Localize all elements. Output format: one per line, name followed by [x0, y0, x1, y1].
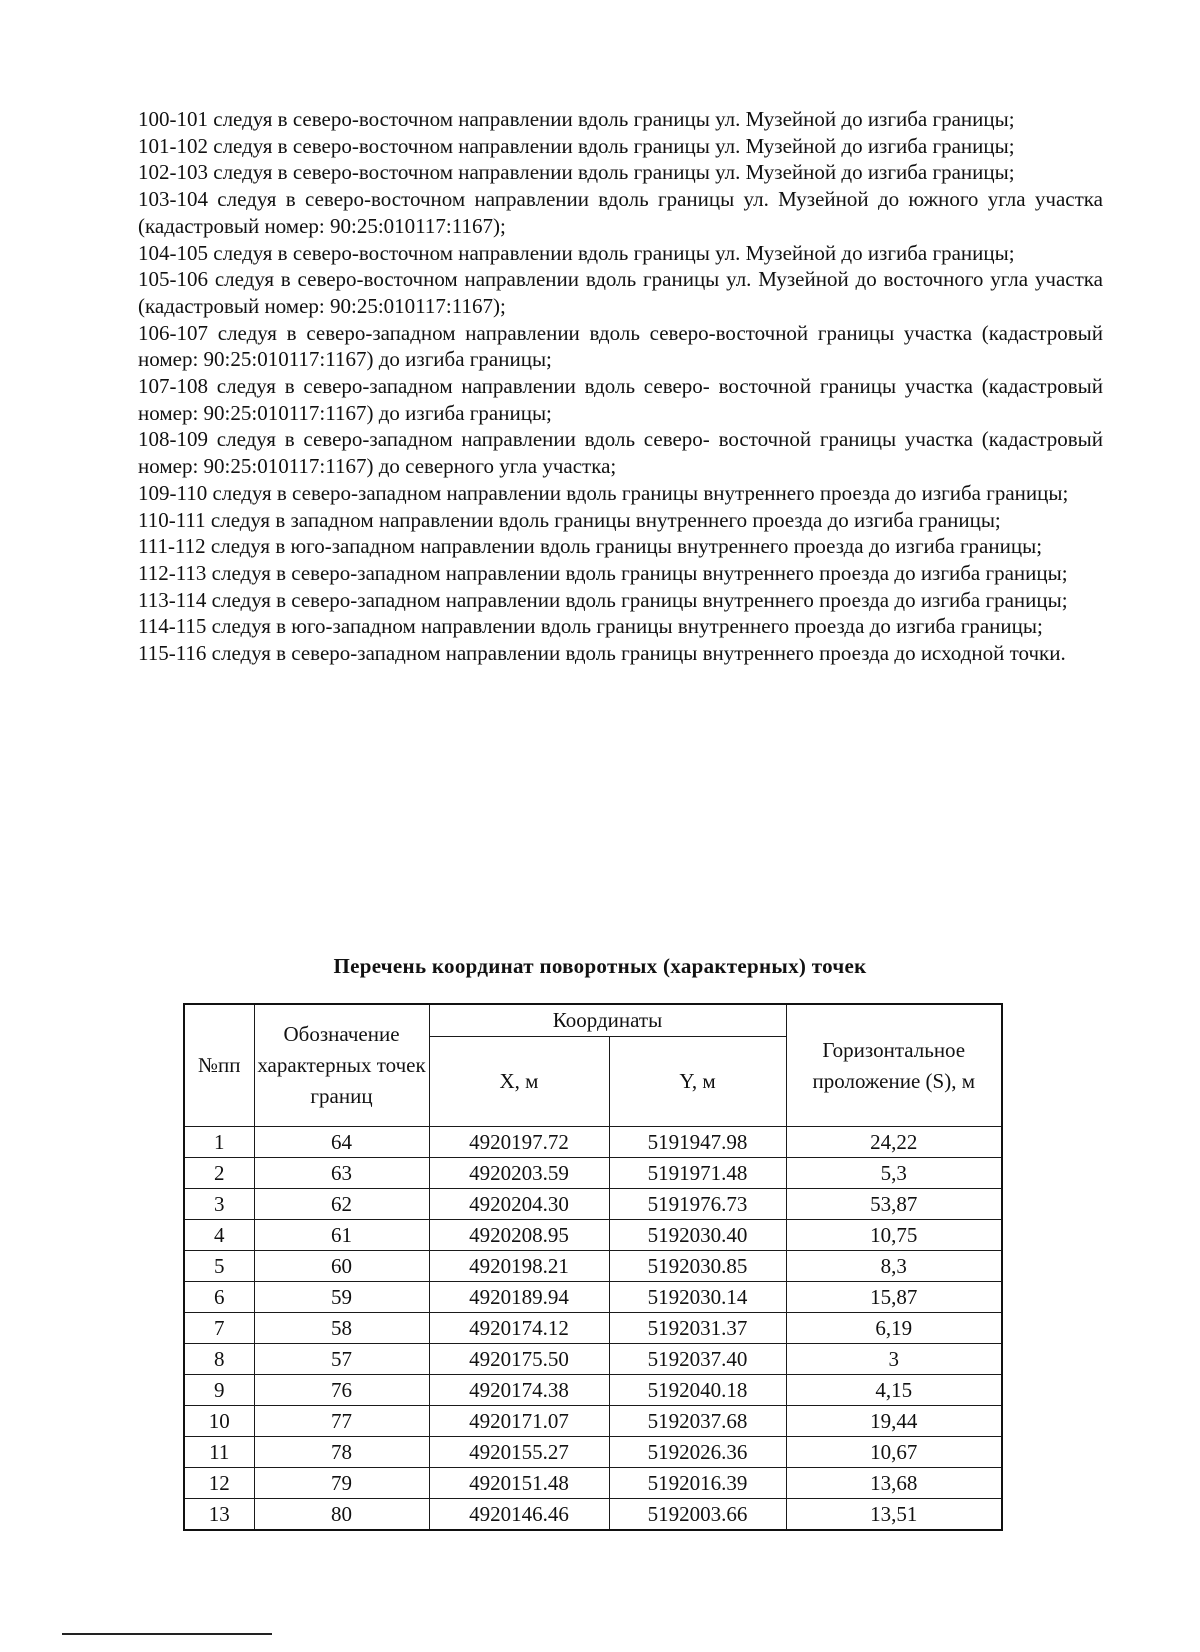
cell-x: 4920151.48	[429, 1468, 609, 1499]
paragraph-107-108: 107-108 следуя в северо-западном направлении вдоль северо- восточной границы участка (кадастровый номер: 90:25:010117:1167) до изгиба границы;	[138, 374, 1103, 425]
header-x: X, м	[429, 1037, 609, 1127]
cell-designation: 78	[254, 1437, 429, 1468]
cell-y: 5192016.39	[609, 1468, 786, 1499]
cell-num: 3	[184, 1189, 254, 1220]
table-row	[184, 1313, 1002, 1344]
cell-horizontal: 4,15	[786, 1375, 1002, 1406]
paragraph-106-107: 106-107 следуя в северо-западном направлении вдоль северо-восточной границы участка (кадастровый номер: 90:25:010117:1167) до изгиба границы;	[138, 320, 1103, 372]
cell-num: 5	[184, 1251, 254, 1282]
paragraph-104-105: 104-105 следуя в северо-восточном направлении вдоль границы ул. Музейной до изгиба границы;	[138, 240, 1015, 265]
table-row	[184, 1127, 1002, 1158]
cell-y: 5192037.40	[609, 1344, 786, 1375]
cell-designation: 58	[254, 1313, 429, 1344]
cell-y: 5191971.48	[609, 1158, 786, 1189]
table-row	[184, 1251, 1002, 1282]
table-heading: Перечень координат поворотных (характерных) точек	[333, 954, 867, 978]
cell-x: 4920198.21	[429, 1251, 609, 1282]
cell-y: 5192031.37	[609, 1313, 786, 1344]
table-row	[184, 1468, 1002, 1499]
table-body	[184, 1127, 1002, 1531]
cell-x: 4920189.94	[429, 1282, 609, 1313]
cell-horizontal: 15,87	[786, 1282, 1002, 1313]
cell-x: 4920204.30	[429, 1189, 609, 1220]
cell-num: 12	[184, 1468, 254, 1499]
cell-x: 4920174.38	[429, 1375, 609, 1406]
cell-designation: 61	[254, 1220, 429, 1251]
cell-x: 4920197.72	[429, 1127, 609, 1158]
cell-y: 5192030.40	[609, 1220, 786, 1251]
paragraph-100-101: 100-101 следуя в северо-восточном направлении вдоль границы ул. Музейной до изгиба границы;	[138, 107, 1015, 131]
cell-x: 4920208.95	[429, 1220, 609, 1251]
cell-designation: 79	[254, 1468, 429, 1499]
table-row	[184, 1189, 1002, 1220]
cell-num: 9	[184, 1375, 254, 1406]
table-row	[184, 1282, 1002, 1313]
cell-horizontal: 53,87	[786, 1189, 1002, 1220]
cell-num: 13	[184, 1499, 254, 1531]
paragraph-110-111: 110-111 следуя в западном направлении вдоль границы внутреннего проезда до изгиба границы;	[138, 507, 1001, 532]
cell-num: 8	[184, 1344, 254, 1375]
cell-designation: 60	[254, 1251, 429, 1282]
cell-y: 5192040.18	[609, 1375, 786, 1406]
table-row	[184, 1437, 1002, 1468]
cell-horizontal: 5,3	[786, 1158, 1002, 1189]
header-num: №пп	[184, 1004, 254, 1127]
cell-num: 2	[184, 1158, 254, 1189]
table-row	[184, 1158, 1002, 1189]
route-description	[138, 106, 1103, 667]
header-horizontal: Горизонтальное проложение (S), м	[786, 1004, 1002, 1127]
cell-designation: 64	[254, 1127, 429, 1158]
cell-y: 5192026.36	[609, 1437, 786, 1468]
cell-x: 4920175.50	[429, 1344, 609, 1375]
cell-x: 4920146.46	[429, 1499, 609, 1531]
cell-designation: 57	[254, 1344, 429, 1375]
table-row	[184, 1375, 1002, 1406]
cell-x: 4920171.07	[429, 1406, 609, 1437]
cell-y: 5192037.68	[609, 1406, 786, 1437]
cell-designation: 59	[254, 1282, 429, 1313]
cell-num: 4	[184, 1220, 254, 1251]
paragraph-111-112: 111-112 следуя в юго-западном направлении вдоль границы внутреннего проезда до изгиба границы;	[138, 534, 1043, 559]
table-row	[184, 1344, 1002, 1375]
cell-y: 5192003.66	[609, 1499, 786, 1531]
cell-num: 10	[184, 1406, 254, 1437]
table-row	[184, 1406, 1002, 1437]
header-designation: Обозначение характерных точек границ	[254, 1004, 429, 1127]
table-row	[184, 1499, 1002, 1531]
cell-designation: 76	[254, 1375, 429, 1406]
cell-horizontal: 6,19	[786, 1313, 1002, 1344]
cell-num: 1	[184, 1127, 254, 1158]
cell-horizontal: 19,44	[786, 1406, 1002, 1437]
paragraph-103-104: 103-104 следуя в северо-восточном направлении вдоль границы ул. Музейной до южного угла участка (кадастровый номер: 90:25:010117:1167);	[138, 187, 1103, 238]
cell-num: 11	[184, 1437, 254, 1468]
cell-horizontal: 24,22	[786, 1127, 1002, 1158]
cell-designation: 77	[254, 1406, 429, 1437]
cell-y: 5192030.14	[609, 1282, 786, 1313]
header-coords: Координаты	[429, 1004, 786, 1037]
cell-horizontal: 10,67	[786, 1437, 1002, 1468]
paragraph-114-115: 114-115 следуя в юго-западном направлении вдоль границы внутреннего проезда до изгиба границы;	[138, 614, 1043, 639]
cell-horizontal: 3	[786, 1344, 1002, 1375]
table-row	[184, 1220, 1002, 1251]
cell-num: 6	[184, 1282, 254, 1313]
footer-rule	[62, 1633, 272, 1635]
cell-designation: 63	[254, 1158, 429, 1189]
paragraph-101-102: 101-102 следуя в северо-восточном направлении вдоль границы ул. Музейной до изгиба границы;	[138, 133, 1015, 158]
paragraph-108-109: 108-109 следуя в северо-западном направлении вдоль северо- восточной границы участка (кадастровый номер: 90:25:010117:1167) до северного угла участка;	[138, 427, 1103, 479]
cell-horizontal: 13,68	[786, 1468, 1002, 1499]
cell-y: 5191976.73	[609, 1189, 786, 1220]
cell-y: 5192030.85	[609, 1251, 786, 1282]
header-y: Y, м	[609, 1037, 786, 1127]
cell-horizontal: 10,75	[786, 1220, 1002, 1251]
cell-x: 4920203.59	[429, 1158, 609, 1189]
cell-designation: 80	[254, 1499, 429, 1531]
paragraph-112-113: 112-113 следуя в северо-западном направлении вдоль границы внутреннего проезда до изгиба границы;	[138, 560, 1068, 585]
paragraph-105-106: 105-106 следуя в северо-восточном направлении вдоль границы ул. Музейной до восточного угла участка (кадастровый номер: 90:25:010117:1167);	[138, 267, 1103, 318]
cell-designation: 62	[254, 1189, 429, 1220]
paragraph-115-116: 115-116 следуя в северо-западном направлении вдоль границы внутреннего проезда до исходной точки.	[138, 641, 1066, 666]
coordinates-table	[183, 1003, 1003, 1531]
cell-horizontal: 13,51	[786, 1499, 1002, 1531]
cell-x: 4920174.12	[429, 1313, 609, 1344]
cell-horizontal: 8,3	[786, 1251, 1002, 1282]
paragraph-113-114: 113-114 следуя в северо-западном направлении вдоль границы внутреннего проезда до изгиба границы;	[138, 587, 1068, 612]
paragraph-102-103: 102-103 следуя в северо-восточном направлении вдоль границы ул. Музейной до изгиба границы;	[138, 160, 1015, 185]
paragraph-109-110: 109-110 следуя в северо-западном направлении вдоль границы внутреннего проезда до изгиба границы;	[138, 480, 1069, 505]
cell-num: 7	[184, 1313, 254, 1344]
cell-y: 5191947.98	[609, 1127, 786, 1158]
cell-x: 4920155.27	[429, 1437, 609, 1468]
